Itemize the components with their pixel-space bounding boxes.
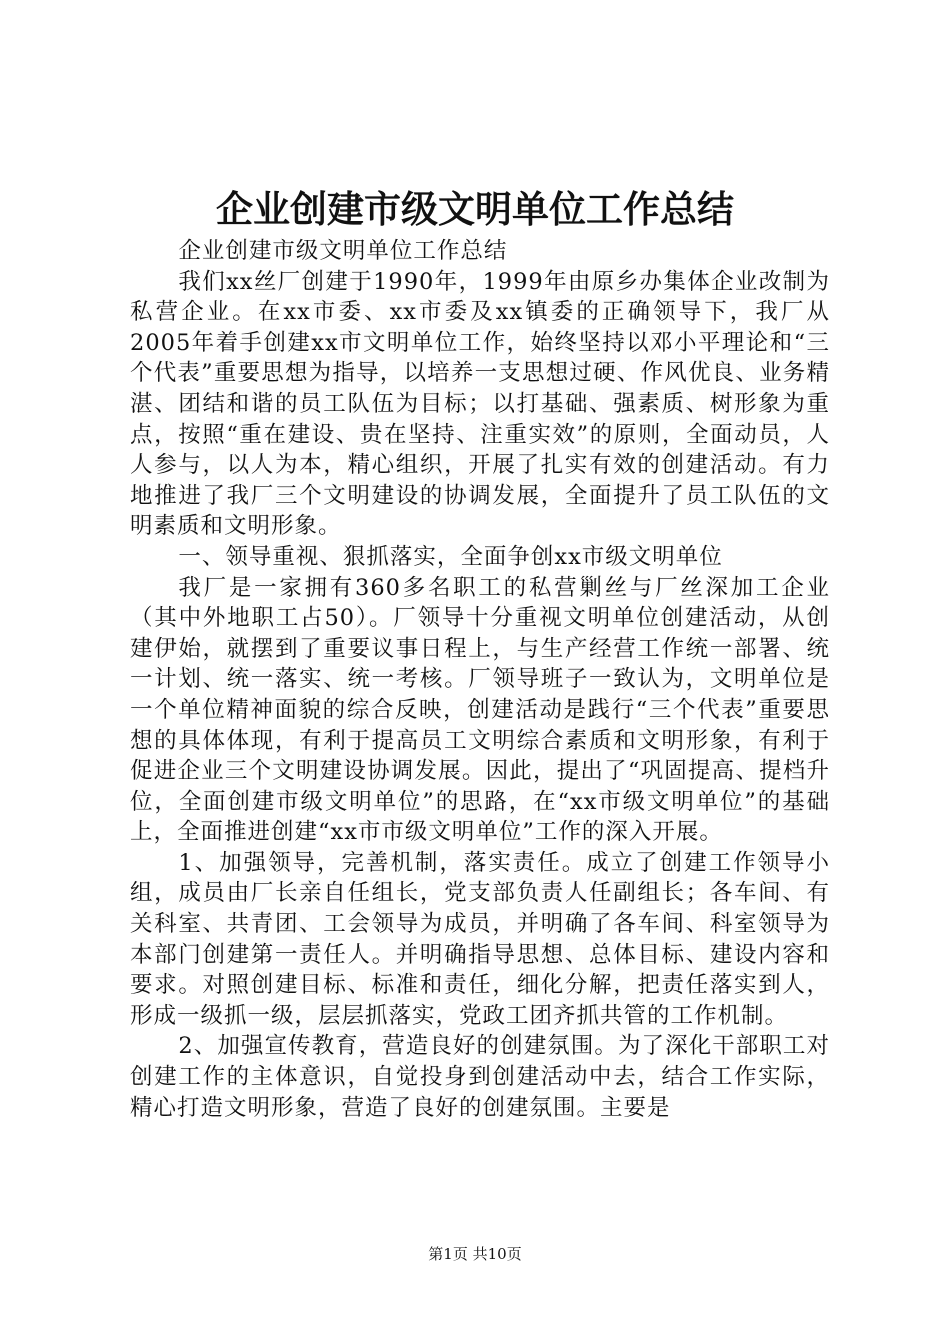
document-body: [130, 236, 830, 1123]
paragraph-item-2: 2、加强宣传教育，营造良好的创建氛围。为了深化干部职工对创建工作的主体意识，自觉投身到创建活动中去，结合工作实际，精心打造文明形象，营造了良好的创建氛围。主要是: [130, 1033, 830, 1121]
paragraph-item-1: 1、加强领导，完善机制，落实责任。成立了创建工作领导小组，成员由厂长亲自任组长，党支部负责人任副组长；各车间、有关科室、共青团、工会领导为成员，并明确了各车间、科室领导为本部门创建第一责任人。并明确指导思想、总体目标、建设内容和要求。对照创建目标、标准和责任，细化分解，把责任落实到人，形成一级抓一级，层层抓落实，党政工团齐抓共管的工作机制。: [130, 849, 830, 1029]
document-title: 企业创建市级文明单位工作总结: [216, 187, 734, 231]
paragraph-heading-repeat: 企业创建市级文明单位工作总结: [178, 238, 508, 264]
paragraph-section-1: 我厂是一家拥有360多名职工的私营剿丝与厂丝深加工企业（其中外地职工占50）。厂领导十分重视文明单位创建活动，从创建伊始，就摆到了重要议事日程上，与生产经营工作统一部署、统一计划、统一落实、统一考核。厂领导班子一致认为，文明单位是一个单位精神面貌的综合反映，创建活动是践行“三个代表”重要思想的具体体现，有利于提高员工文明综合素质和文明形象，有利于促进企业三个文明建设协调发展。因此，提出了“巩固提高、提档升位，全面创建市级文明单位”的思路，在“xx市级文明单位”的基础上，全面推进创建“xx市市级文明单位”工作的深入开展。: [130, 574, 830, 846]
page-number-footer: 第1页 共10页: [428, 1245, 522, 1263]
section-heading-1: 一、领导重视、狠抓落实，全面争创xx市级文明单位: [178, 543, 723, 570]
paragraph-intro: 我们xx丝厂创建于1990年，1999年由原乡办集体企业改制为私营企业。在xx市委、xx市委及xx镇委的正确领导下，我厂从2005年着手创建xx市文明单位工作，始终坚持以邓小平理论和“三个代表”重要思想为指导，以培养一支思想过硬、作风优良、业务精湛、团结和谐的员工队伍为目标；以打基础、强素质、树形象为重点，按照“重在建设、贵在坚持、注重实效”的原则，全面动员，人人参与，以人为本，精心组织，开展了扎实有效的创建活动。有力地推进了我厂三个文明建设的协调发展，全面提升了员工队伍的文明素质和文明形象。: [130, 268, 830, 540]
